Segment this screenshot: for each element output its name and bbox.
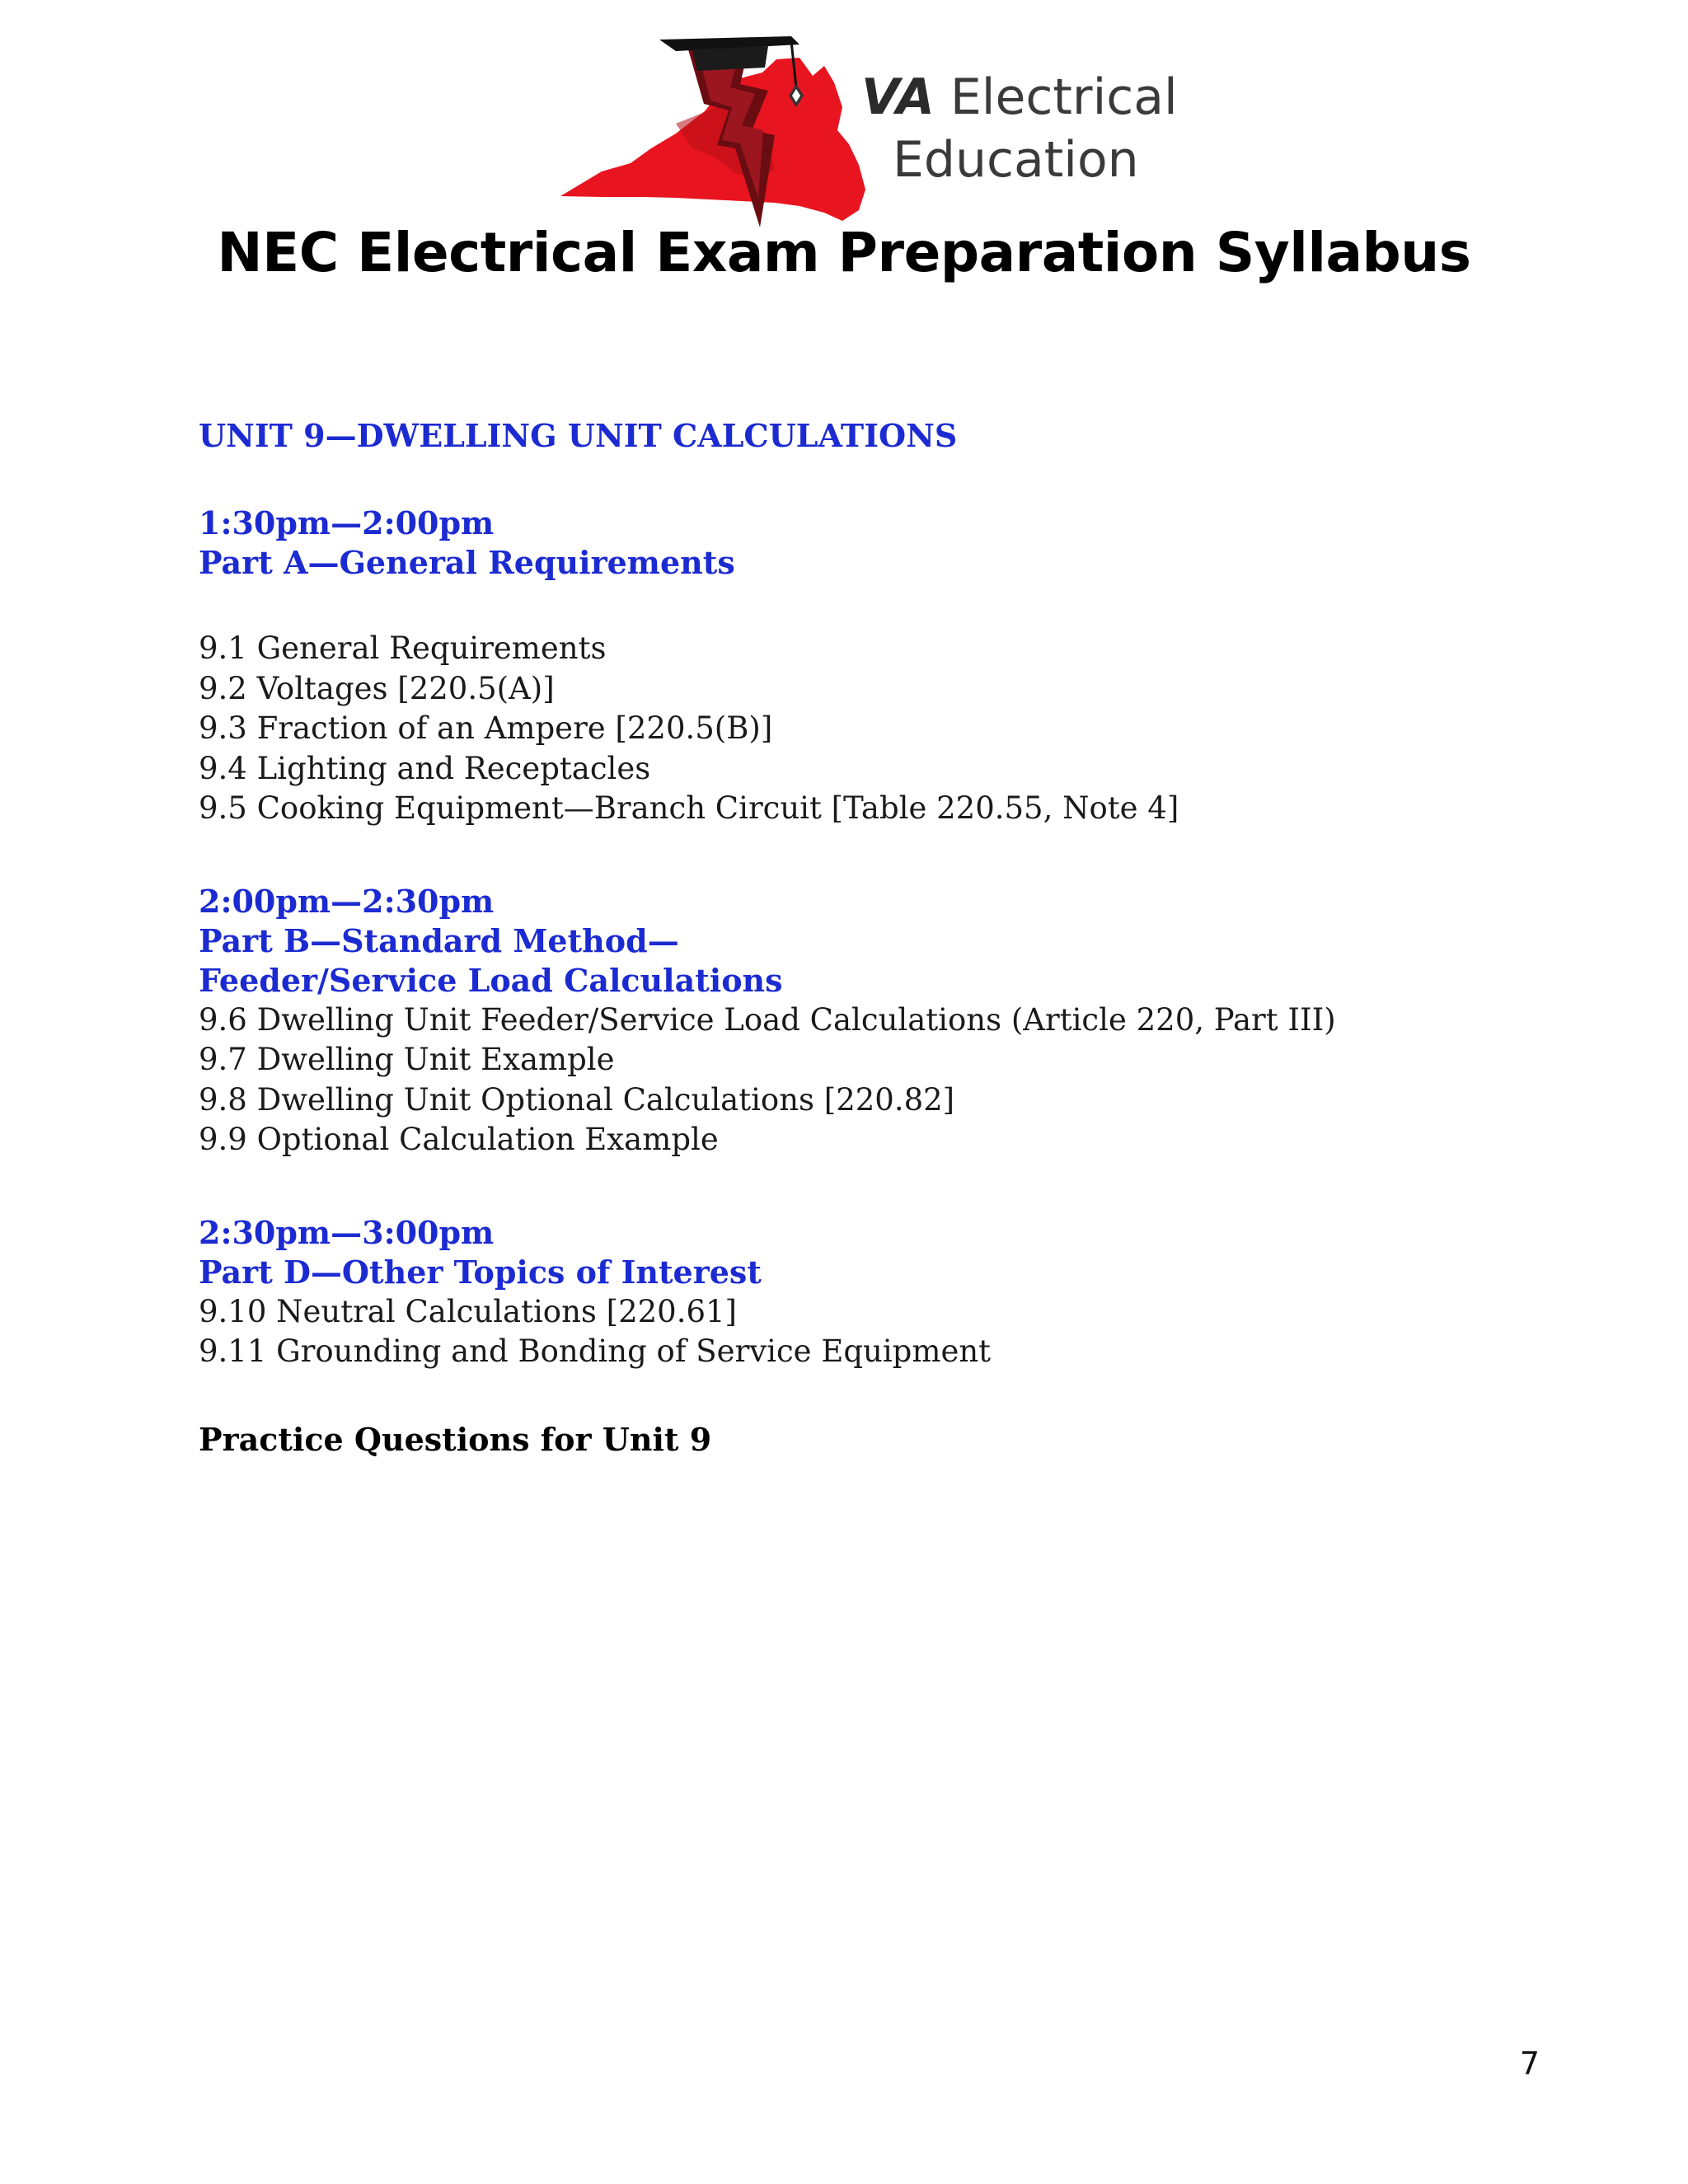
section-time: 1:30pm—2:00pm xyxy=(199,504,495,541)
section-part-title: Part A—General Requirements xyxy=(199,544,735,581)
list-item: 9.6 Dwelling Unit Feeder/Service Load Calculations (Article 220, Part III) xyxy=(199,1001,1336,1038)
list-item: 9.8 Dwelling Unit Optional Calculations [220.82] xyxy=(199,1081,955,1118)
section-part-title: Part B—Standard Method— xyxy=(199,921,679,959)
va-electrical-education-logo xyxy=(552,33,1179,239)
section-part-d xyxy=(199,1213,1550,1372)
section-part-b xyxy=(199,882,1550,1160)
list-item: 9.3 Fraction of an Ampere [220.5(B)] xyxy=(199,710,773,746)
logo-va: VA xyxy=(861,68,935,126)
list-item: 9.7 Dwelling Unit Example xyxy=(199,1042,615,1077)
logo-education: Education xyxy=(893,131,1139,189)
section-part-a xyxy=(199,504,1550,829)
section-time: 2:30pm—3:00pm xyxy=(199,1213,495,1251)
logo-electrical: Electrical xyxy=(950,68,1178,126)
section-part-title-continued: Feeder/Service Load Calculations xyxy=(199,961,783,999)
section-part-title: Part D—Other Topics of Interest xyxy=(199,1253,762,1291)
syllabus-content xyxy=(199,416,1550,1460)
list-item: 9.5 Cooking Equipment—Branch Circuit [Table 220.55, Note 4] xyxy=(199,790,1179,826)
list-item: 9.1 General Requirements xyxy=(199,630,607,666)
page-title: NEC Electrical Exam Preparation Syllabus xyxy=(217,221,1471,284)
section-time: 2:00pm—2:30pm xyxy=(199,882,495,920)
page-number: 7 xyxy=(1519,2046,1540,2082)
list-item: 9.10 Neutral Calculations [220.61] xyxy=(199,1293,737,1329)
list-item: 9.9 Optional Calculation Example xyxy=(199,1122,719,1157)
list-item: 9.4 Lighting and Receptacles xyxy=(199,750,651,786)
list-item: 9.11 Grounding and Bonding of Service Equipment xyxy=(199,1333,992,1369)
logo-line-1 xyxy=(861,68,1178,126)
unit-heading: UNIT 9—DWELLING UNIT CALCULATIONS xyxy=(199,417,958,454)
list-item: 9.2 Voltages [220.5(A)] xyxy=(199,670,555,706)
practice-questions-heading: Practice Questions for Unit 9 xyxy=(199,1420,712,1458)
